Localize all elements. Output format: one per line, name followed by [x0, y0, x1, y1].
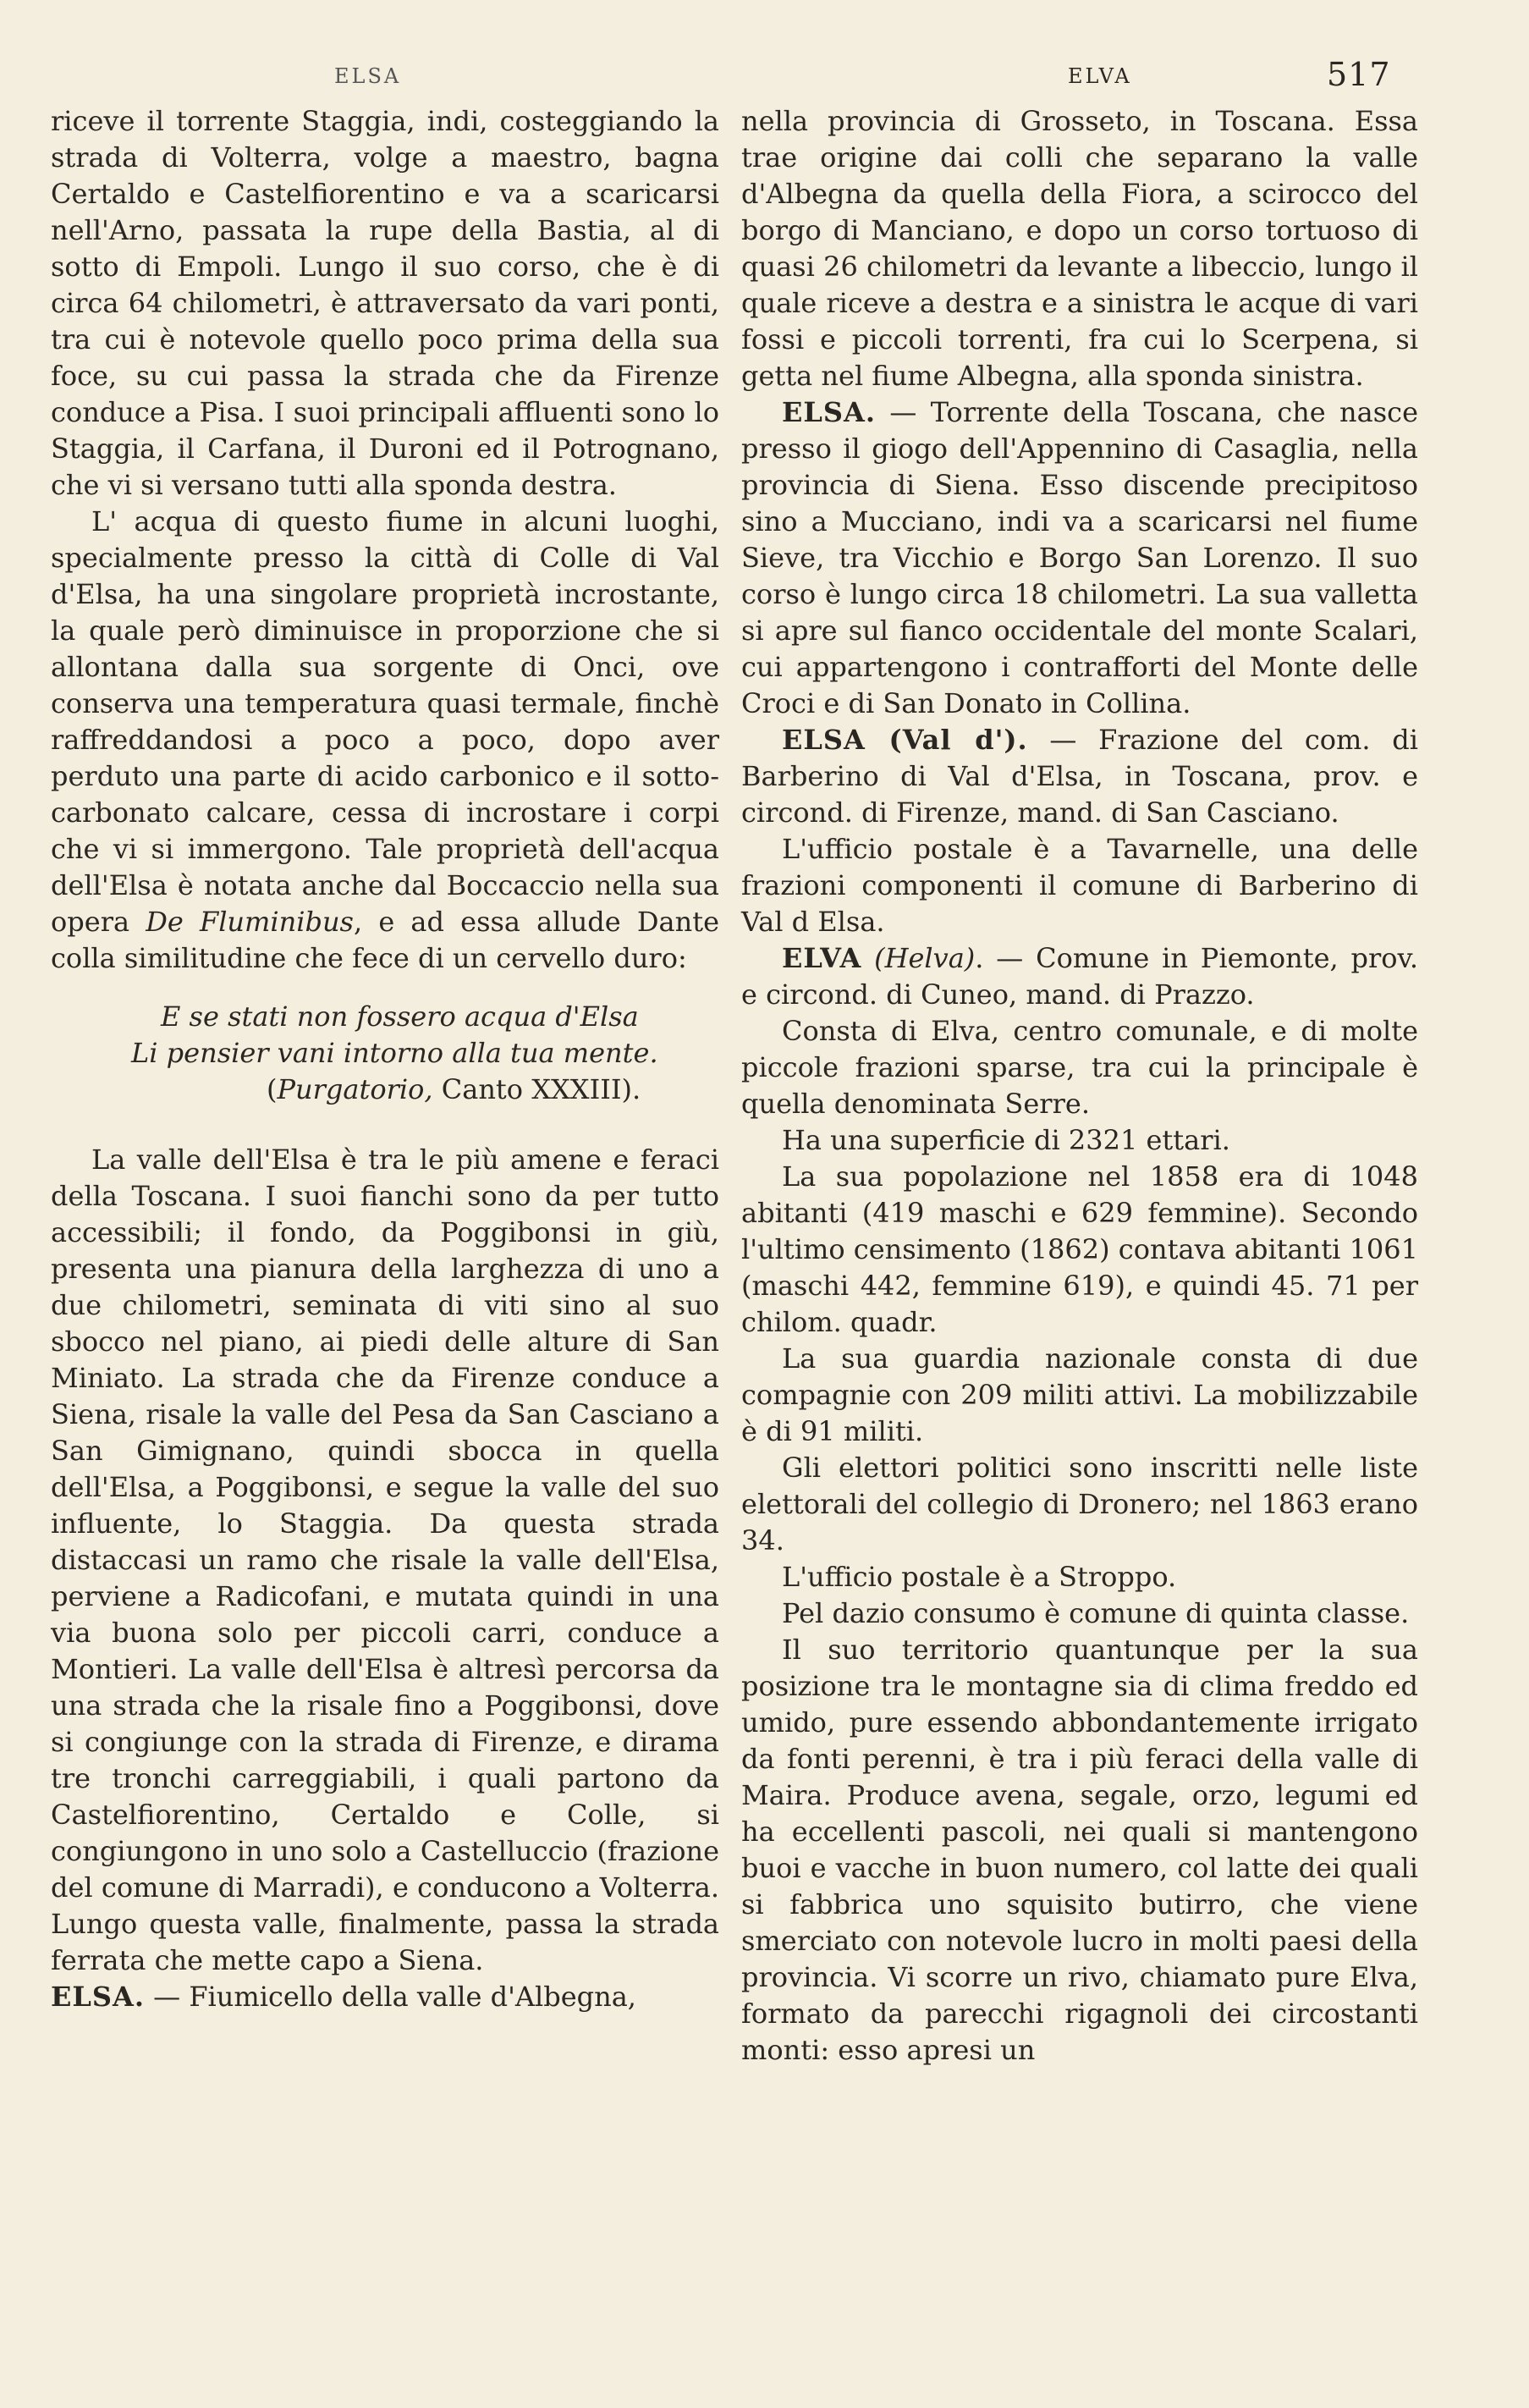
- entry-text: — Torrente della Toscana, che nasce presso il giogo dell'Appennino di Casaglia, nella provincia di Siena. Esso discende precipitoso sino a Mucciano, indi va a scaricarsi nel fiume Sieve, tra Vicchio e Borgo San Lorenzo. Il suo corso è lungo circa 18 chilometri. La sua valletta si apre sul fianco occidentale del monte Scalari, cui appartengono i contrafforti del Monte delle Croci e di San Donato in Collina.: [741, 396, 1418, 719]
- paragraph: L'ufficio postale è a Stroppo.: [782, 1561, 1177, 1593]
- page-number: 517: [1327, 56, 1391, 93]
- entry: [51, 1979, 719, 2015]
- entry-text: — Frazione del com. di Barberino di Val d'Elsa, in Toscana, prov. e circond. di Firenze, mand. di San Casciano.: [741, 724, 1419, 829]
- paragraph: Consta di Elva, centro comunale, e di molte piccole frazioni sparse, tra cui la principale è quella denominata Serre.: [741, 1015, 1418, 1120]
- verse-quotation: [51, 999, 719, 1108]
- work-title: De Fluminibus: [146, 906, 354, 938]
- verse-line: E se stati non fossero acqua d'Elsa: [161, 1000, 639, 1033]
- entry: [741, 722, 1418, 831]
- entry-alt-name: (Helva): [874, 942, 976, 974]
- paragraph: La sua popolazione nel 1858 era di 1048 abitanti (419 maschi e 629 femmine). Secondo l'ultimo censimento (1862) contava abitanti 1061 (maschi 442, femmine 619), e quindi 45. 71 per chilom. quadr.: [741, 1160, 1418, 1338]
- entry-headword: ELVA: [782, 942, 862, 974]
- paragraph-text: L' acqua di questo fiume in alcuni luoghi, specialmente presso la città di Colle di Val d'Elsa, ha una singolare proprietà incrostante, la quale però diminuisce in proporzione che si allontana dalla sua sorgente di Onci, ove conserva una temperatura quasi termale, finchè raffreddandosi a poco a poco, dopo aver perduto una parte di acido carbonico e il sotto-carbonato calcare, cessa di incrostare i corpi che vi si immergono. Tale proprietà dell'acqua dell'Elsa è notata anche dal Boccaccio nella sua opera: [51, 505, 719, 938]
- source-work: Purgatorio,: [277, 1073, 433, 1105]
- paragraph-text: , e ad essa allude Dante colla similitudine che fece di un cervello duro:: [51, 906, 720, 974]
- paragraph: L'ufficio postale è a Tavarnelle, una delle frazioni componenti il comune di Barberino di Val d Elsa.: [741, 833, 1418, 938]
- right-column: [741, 103, 1418, 2069]
- running-head-right: ELVA: [1068, 64, 1132, 88]
- paragraph: riceve il torrente Staggia, indi, costeggiando la strada di Volterra, volge a maestro, bagna Certaldo e Castelfiorentino e va a scaricarsi nell'Arno, passata la rupe della Bastia, al di sotto di Empoli. Lungo il suo corso, che è di circa 64 chilometri, è attraversato da vari ponti, tra cui è notevole quello poco prima della sua foce, su cui passa la strada che da Firenze conduce a Pisa. I suoi principali affluenti sono lo Staggia, il Carfana, il Duroni ed il Potrognano, che vi si versano tutti alla sponda destra.: [51, 105, 719, 501]
- source-paren: (: [267, 1073, 278, 1105]
- paragraph: La sua guardia nazionale consta di due compagnie con 209 militi attivi. La mobilizzabile è di 91 militi.: [741, 1342, 1418, 1447]
- paragraph: La valle dell'Elsa è tra le più amene e feraci della Toscana. I suoi fianchi sono da per tutto accessibili; il fondo, da Poggibonsi in giù, presenta una pianura della larghezza di uno a due chilometri, seminata di viti sino al suo sbocco nel piano, ai piedi delle alture di San Miniato. La strada che da Firenze conduce a Siena, risale la valle del Pesa da San Casciano a San Gimignano, quindi sbocca in quella dell'Elsa, a Poggibonsi, e segue la valle del suo influente, lo Staggia. Da questa strada distaccasi un ramo che risale la valle dell'Elsa, perviene a Radicofani, e mutata quindi in una via buona solo per piccoli carri, conduce a Montieri. La valle dell'Elsa è altresì percorsa da una strada che la risale fino a Poggibonsi, dove si congiunge con la strada di Firenze, e dirama tre tronchi carreggiabili, i quali partono da Castelfiorentino, Certaldo e Colle, si congiungono in uno solo a Castelluccio (frazione del comune di Marradi), e conducono a Volterra. Lungo questa valle, finalmente, passa la strada ferrata che mette capo a Siena.: [51, 1143, 719, 1976]
- page-header: [0, 56, 1529, 107]
- left-column: [51, 103, 719, 2015]
- paragraph: Ha una superficie di 2321 ettari.: [782, 1124, 1230, 1156]
- entry-headword: ELSA (Val d').: [782, 724, 1028, 756]
- paragraph: [51, 504, 719, 977]
- paragraph: Il suo territorio quantunque per la sua posizione tra le montagne sia di clima freddo ed umido, pure essendo abbondantemente irrigato da fonti perenni, è tra i più feraci della valle di Maira. Produce avena, segale, orzo, legumi ed ha eccellenti pascoli, nei quali si mantengono buoi e vacche in buon numero, col latte dei quali si fabbrica uno squisito butirro, che viene smerciato con notevole lucro in molti paesi della provincia. Vi scorre un rivo, chiamato pure Elva, formato da parecchi rigagnoli dei circostanti monti: esso apresi un: [741, 1634, 1418, 2066]
- entry: [741, 940, 1418, 1013]
- entry-text: . — Comune in Piemonte, prov. e circond. di Cuneo, mand. di Prazzo.: [741, 942, 1418, 1011]
- verse-line: Li pensier vani intorno alla tua mente.: [131, 1037, 658, 1069]
- paragraph: nella provincia di Grosseto, in Toscana. Essa trae origine dai colli che separano la valle d'Albegna da quella della Fiora, a scirocco del borgo di Manciano, e dopo un corso tortuoso di quasi 26 chilometri da levante a libeccio, lungo il quale riceve a destra e a sinistra le acque di vari fossi e piccoli torrenti, fra cui lo Scerpena, si getta nel fiume Albegna, alla sponda sinistra.: [741, 105, 1418, 392]
- running-head-left: ELSA: [334, 64, 402, 88]
- entry: [741, 394, 1418, 722]
- paragraph: Pel dazio consumo è comune di quinta classe.: [782, 1597, 1410, 1629]
- verse-source: [51, 1072, 719, 1108]
- entry-text: — Fiumicello della valle d'Albegna,: [144, 1981, 636, 2013]
- source-canto: Canto XXXIII).: [432, 1073, 641, 1105]
- paragraph: Gli elettori politici sono inscritti nelle liste elettorali del collegio di Dronero; nel 1863 erano 34.: [741, 1452, 1418, 1557]
- entry-headword: ELSA.: [782, 396, 876, 428]
- entry-headword: ELSA.: [51, 1981, 145, 2013]
